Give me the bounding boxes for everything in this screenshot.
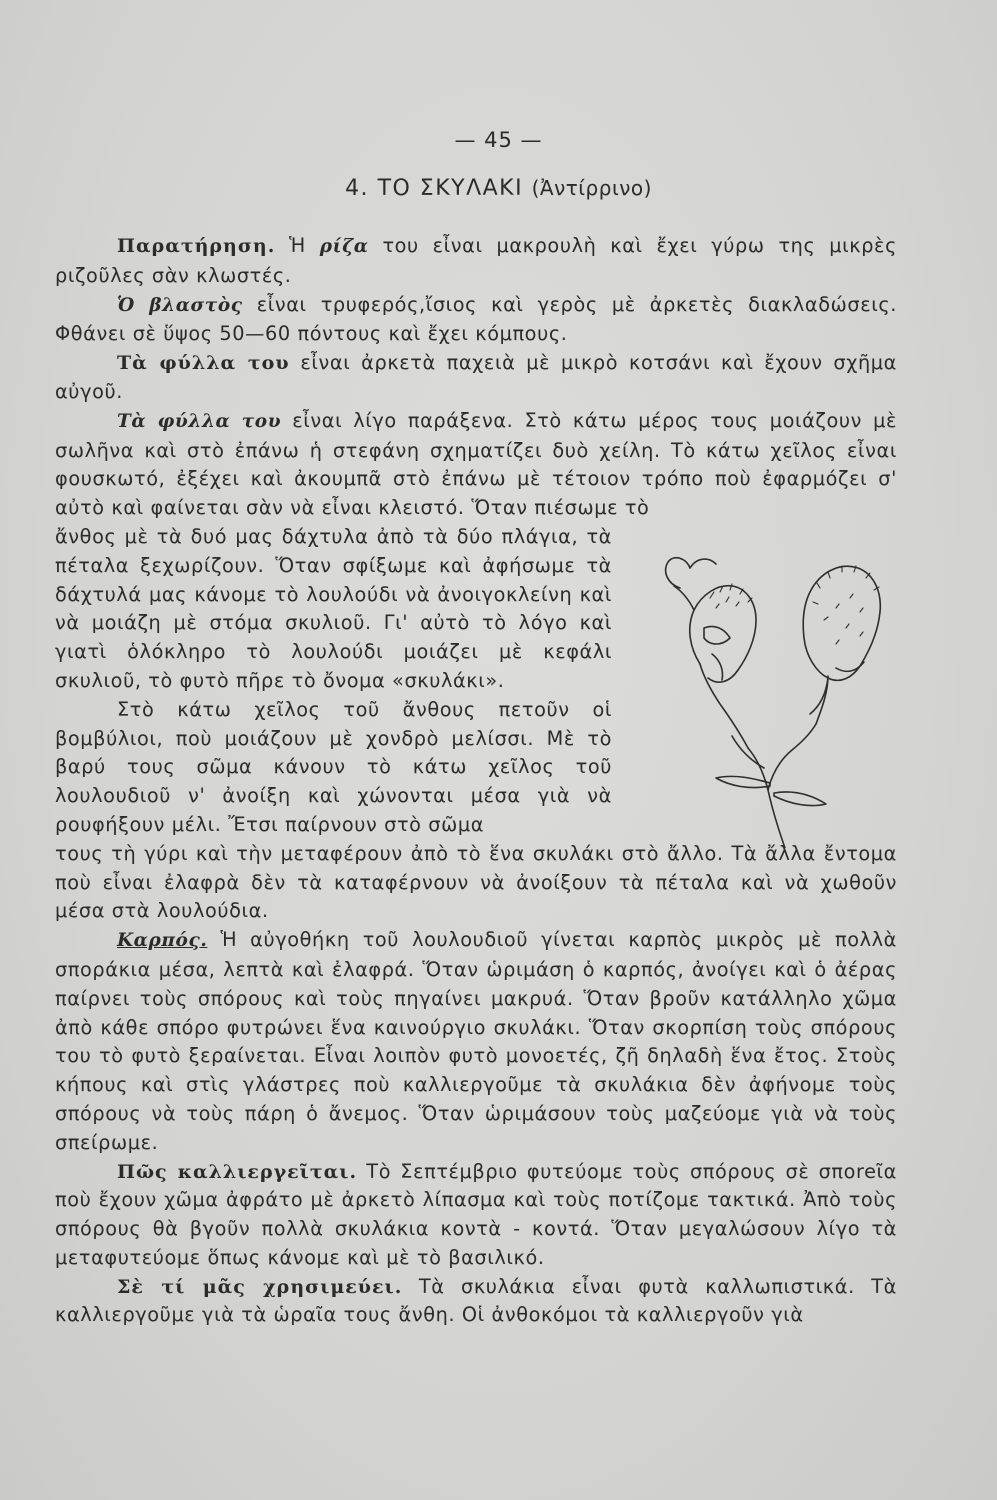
paragraph-leaves [55,349,897,407]
page-number: — 45 — [454,128,543,152]
paragraph-text: του εἶναι μακρουλὴ καὶ ἔχει γύρω της μικρὲς ριζοῦλες σὰν κλωστές. [55,234,897,287]
chapter-name: ΤΟ ΣΚΥΛΑΚΙ [377,176,524,201]
paragraph-text: εἶναι λίγο παράξενα. Στὸ κάτω μέρος τους μοιάζουν μὲ σωλῆνα καὶ στὸ ἐπάνω ἡ στεφάνη σχηματίζει δυὸ χείλη. Τὸ κάτω χεῖλος εἶναι φουσκωτό, ἐξέχει καὶ ἀκουμπᾶ στὸ ἐπάνω μὲ τέτοιον τρόπο ποὺ ἐφαρμόζει σ' αὐτὸ καὶ φαίνεται σὰν νὰ εἶναι κλειστό. Ὅταν πιέσωμε τὸ [55,408,897,520]
label-stem: Ὁ βλαστὸς [117,294,243,316]
label-fruit: Καρπός. [117,930,208,952]
chapter-number: 4. [345,176,370,201]
paragraph-cultivation [55,1158,897,1273]
paragraph-observation [55,232,897,291]
chapter-subtitle: (Ἀντίρρινο) [531,176,652,200]
label-flowers: Τὰ φύλλα του [117,410,282,432]
chapter-title [0,176,997,201]
paragraph-bumblebees-cont: τους τὴ γύρι καὶ τὴν μεταφέρουν ἀπὸ τὸ ἕνα σκυλάκι στὸ ἄλλο. Τὰ ἄλλα ἔντομα ποὺ εἶναι ἐλαφρὰ δὲν τὰ καταφέρνουν νὰ ἀνοίξουν τὰ πέταλα καὶ νὰ χωθοῦν μέσα στὰ λουλούδια. [55,841,897,923]
paragraph-flowers-cont: ἄνθος μὲ τὰ δυό μας δάχτυλα ἀπὸ τὰ δύο πλάγια, τὰ πέταλα ξεχωρίζουν. Ὅταν σφίξωμε καὶ ἀφήσωμε τὰ δάχτυλά μας κάνομε τὸ λουλούδι νὰ ἀνοιγοκλείνη καὶ νὰ μοιάζη μὲ στόμα σκυλιοῦ. Γι' αὐτὸ τὸ λόγο καὶ γιατὶ ὁλόκληρο τὸ λουλούδι μοιάζει μὲ κεφάλι σκυλιοῦ, τὸ φυτὸ πῆρε τὸ ὄνομα «σκυλάκι». [55,524,612,692]
keyword-root: ρίζα [319,236,369,257]
snapdragon-illustration [660,528,900,848]
paragraph-uses [55,1273,897,1331]
paragraph-text: εἶναι ἀρκετὰ παχειὰ μὲ μικρὸ κοτσάνι καὶ ἔχουν σχῆμα αὐγοῦ. [55,351,897,403]
label-uses: Σὲ τί μᾶς χρησιμεύει. [117,1275,403,1298]
paragraph-text: Ἡ [289,234,320,257]
label-leaves: Τὰ φύλλα του [117,352,290,375]
label-cultivation: Πῶς καλλιεργεῖται. [117,1160,358,1183]
paragraph-flowers [55,407,897,523]
paragraph-text: Τὸ Σεπτέμβριο φυτεύομε τοὺς σπόρους σὲ σποreῖα ποὺ ἔχουν χῶμα ἀφράτο μὲ ἀρκετὸ λίπασμα καὶ τοὺς ποτίζομε τακτικά. Ἀπὸ τοὺς σπόρους θὰ βγοῦν πολλὰ σκυλάκια κοντὰ - κοντά. Ὅταν μεγαλώσουν λίγο τὰ μεταφυτεύομε ὅπως κάνομε καὶ μὲ τὸ βασιλικό. [55,1159,897,1269]
paragraph-bumblebees: Στὸ κάτω χεῖλος τοῦ ἄνθους πετοῦν οἱ βομβύλιοι, ποὺ μοιάζουν μὲ χονδρὸ μελίσσι. Μὲ τὸ βαρύ τους σῶμα κάνουν τὸ κάτω χεῖλος τοῦ λουλουδιοῦ ν' ἀνοίξη καὶ χώνονται μέσα γιὰ νὰ ρουφήξουν μέλι. Ἔτσι παίρνουν στὸ σῶμα [55,697,612,836]
paragraph-text: εἶναι τρυφερός,ἴσιος καὶ γερὸς μὲ ἀρκετὲς διακλαδώσεις. Φθάνει σὲ ὕψος 50—60 πόντους καὶ ἔχει κόμπους. [55,292,897,346]
paragraph-text: Τὰ σκυλάκια εἶναι φυτὰ καλλωπιστικά. Τὰ καλλιεργοῦμε γιὰ τὰ ὡραῖα τους ἄνθη. Οἱ ἀνθοκόμοι τὰ καλλιεργοῦν γιὰ [55,1274,897,1327]
paragraph-stem [55,291,897,350]
label-observation: Παρατήρηση. [117,235,276,257]
paragraph-fruit [55,926,897,1157]
paragraph-text: Ἡ αὐγοθήκη τοῦ λουλουδιοῦ γίνεται καρπὸς μικρὸς μὲ πολλὰ σποράκια μέσα, λεπτὰ καὶ ἐλαφρά. Ὅταν ὡριμάση ὁ καρπός, ἀνοίγει καὶ ὁ ἀέρας παίρνει τοὺς σπόρους καὶ τοὺς πηγαίνει μακρυά. Ὅταν βροῦν κατάλληλο χῶμα ἀπὸ κάθε σπόρο φυτρώνει ἕνα καινούργιο σκυλάκι. Ὅταν σκορπίση τοὺς σπόρους του τὸ φυτὸ ξεραίνεται. Εἶναι λοιπὸν φυτὸ μονοετές, ζῆ δηλαδὴ ἕνα ἔτος. Στοὺς κήπους καὶ στὶς γλάστρες ποὺ καλλιεργοῦμε τὰ σκυλάκια δὲν ἀφήνομε τοὺς σπόρους νὰ τοὺς πάρη ὁ ἄνεμος. Ὅταν ὡριμάσουν τοὺς μαζεύομε γιὰ νὰ τοὺς σπείρωμε. [55,928,897,1154]
